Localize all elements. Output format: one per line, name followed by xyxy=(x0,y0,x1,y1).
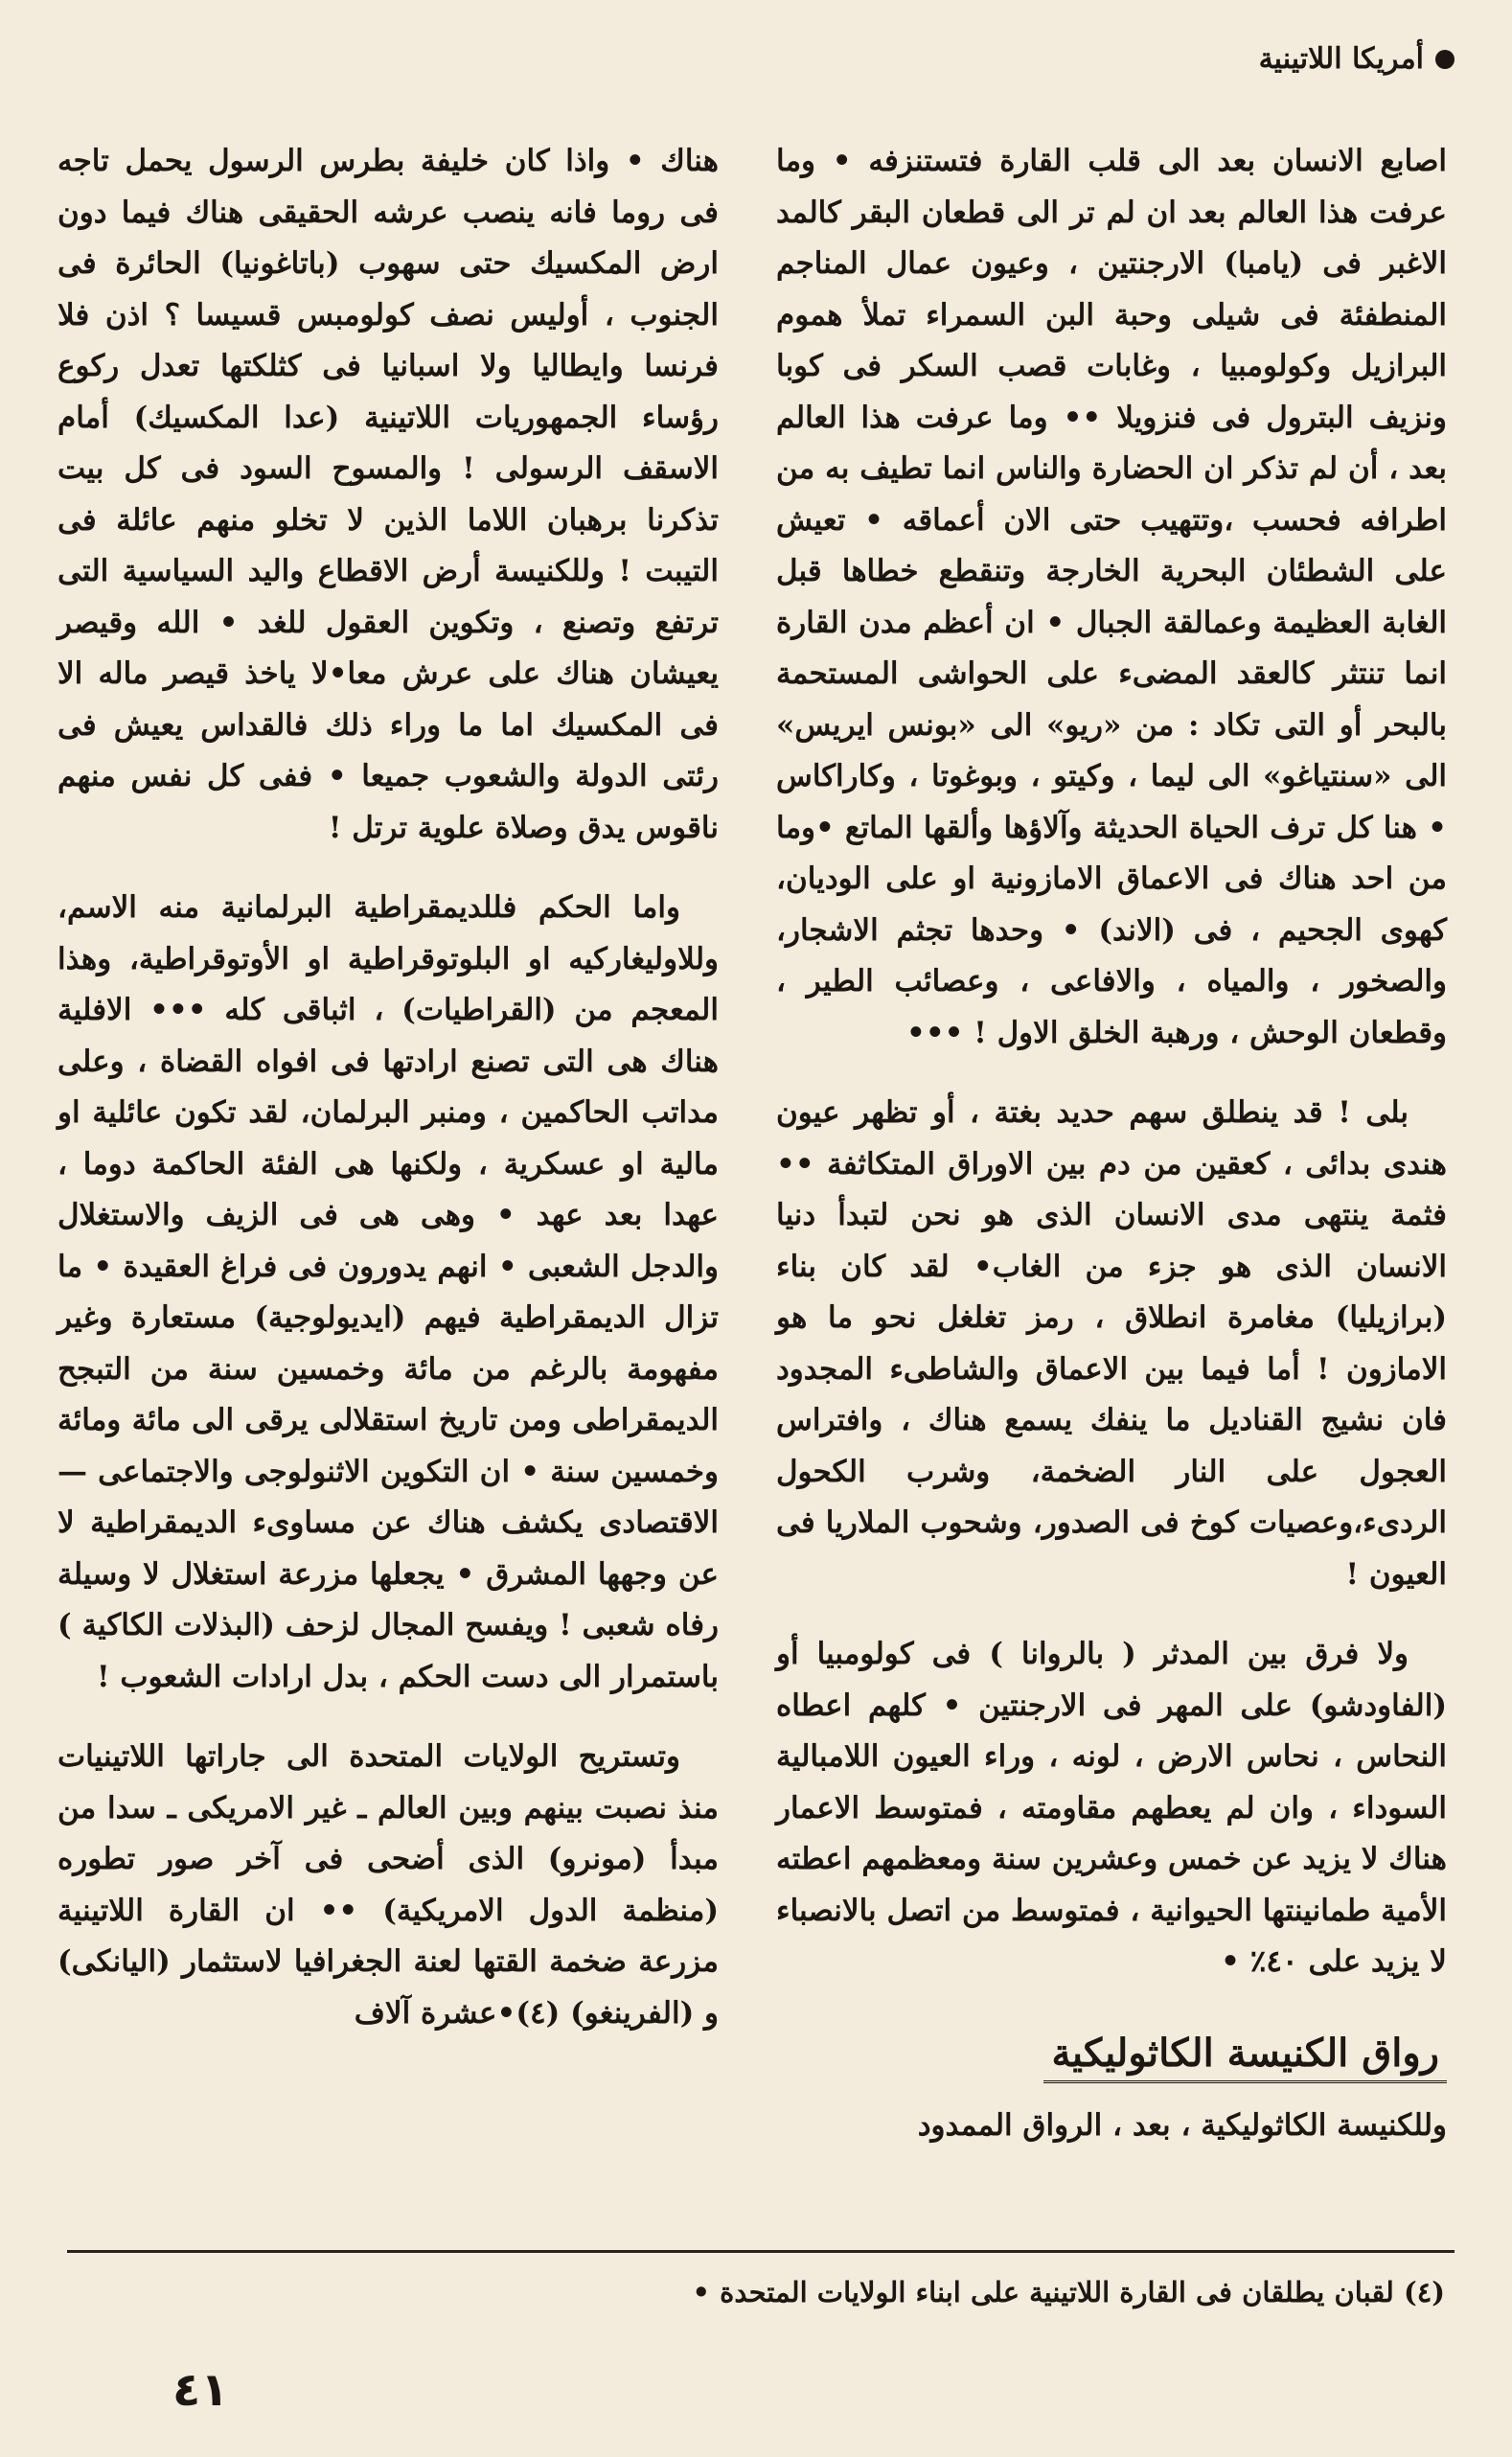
section-heading-text: رواق الكنيسة الكاثوليكية xyxy=(1043,2027,1447,2083)
footnote: (٤) لقبان يطلقان فى القارة اللاتينية على ابناء الولايات المتحدة • xyxy=(692,2276,1445,2308)
body-paragraph: هناك • واذا كان خليفة بطرس الرسول يحمل تاجه فى روما فانه ينصب عرشه الحقيقى هناك فيما دون ارض المكسيك حتى سهوب (باتاغونيا) الحائرة فى الجنوب ، أوليس نصف كولومبس قسيسا ؟ اذن فلا فرنسا وايطاليا ولا اسبانيا فى كثلكتها تعدل ركوع رؤساء الجمهوريات اللاتينية (عدا المكسيك) أمام الاسقف الرسولى ! والمسوح السود فى كل بيت تذكرنا برهبان اللاما الذين لا تخلو منهم عائلة فى التيبت ! وللكنيسة أرض الاقطاع واليد السياسية التى ترتفع وتصنع ، وتكوين العقول للغد • الله وقيصر يعيشان هناك على عرش معا•لا ياخذ قيصر ماله الا فى المكسيك اما ما وراء ذلك فالقداس يعيش فى رئتى الدولة والشعوب جميعا • ففى كل نفس منهم ناقوس يدق وصلاة علوية ترتل ! xyxy=(57,144,719,845)
body-paragraph: اصابع الانسان بعد الى قلب القارة فتستنزفه • وما عرفت هذا العالم بعد ان لم تر الى قطعان البقر كالمد الاغبر فى (يامبا) الارجنتين ، وعيون عمال المناجم المنطفئة فى شيلى وحبة البن السمراء تملأ هموم البرازيل وكولومبيا ، وغابات قصب السكر فى كوبا ونزيف البترول فى فنزويلا •• وما عرفت هذا العالم بعد ، أن لم تذكر ان الحضارة والناس انما تطيف به من اطرافه فحسب ،وتتهيب حتى الان أعماقه • تعيش على الشطئان البحرية الخارجة وتنقطع خطاها قبل الغابة العظيمة وعمالقة الجبال • ان أعظم مدن القارة انما تنتثر كالعقد المضىء على الحواشى المستحمة بالبحر أو التى تكاد : من «ريو» الى «بونس ايريس» الى «سنتياغو» الى ليما ، وكيتو ، وبوغوتا ، وكاراكاس • هنا كل ترف الحياة الحديثة وآلاؤها وألقها الماتع •وما من احد هناك فى الاعماق الامازونية او على الوديان، كهوى الجحيم ، فى (الاند) • وحدها تجثم الاشجار، والصخور ، والمياه ، والافاعى ، وعصائب الطير ، وقطعان الوحش ، ورهبة الخلق الاول ! ••• xyxy=(776,144,1447,1050)
body-paragraph: واما الحكم فللديمقراطية البرلمانية منه الاسم، وللاوليغاركيه او البلوتوقراطية او الأوتوقراطية، وهذا المعجم من (القراطيات) ، اثباقى كله ••• الافلية هناك هى التى تصنع ارادتها فى افواه القضاة ، وعلى مداتب الحاكمين ، ومنبر البرلمان، لقد تكون عائلية او مالية او عسكرية ، ولكنها هى الفئة الحاكمة دوما ، عهدا بعد عهد • وهى هى فى الزيف والاستغلال والدجل الشعبى • انهم يدورون فى فراغ العقيدة • ما تزال الديمقراطية فيهم (ايديولوجية) مستعارة وغير مفهومة بالرغم من مائة وخمسين سنة من التبجح الديمقراطى ومن تاريخ استقلالى يرقى الى مائة ومائة وخمسين سنة • ان التكوين الاثنولوجى والاجتماعى — الاقتصادى يكشف هناك عن مساوىء الديمقراطية لا عن وجهها المشرق • يجعلها مزرعة استغلال لا وسيلة رفاه شعبى ! ويفسح المجال لزحف (البذلات الكاكية ) باستمرار الى دست الحكم ، بدل ارادات الشعوب ! xyxy=(57,890,719,1694)
left-column xyxy=(57,136,719,2039)
body-paragraph: وللكنيسة الكاثوليكية ، بعد ، الرواق الممدود xyxy=(917,2107,1447,2143)
running-header xyxy=(1259,42,1455,76)
bullet-icon xyxy=(1435,50,1455,69)
body-paragraph: وتستريح الولايات المتحدة الى جاراتها اللاتينيات منذ نصبت بينهم وبين العالم ـ غير الامريكى ـ سدا من مبدأ (مونرو) الذى أضحى فى آخر صور تطوره (منظمة الدول الامريكية) •• ان القارة اللاتينية مزرعة ضخمة القتها لعنة الجغرافيا لاستثمار (اليانكى) و (الفرينغو) (٤)•عشرة آلاف xyxy=(57,1739,719,2031)
body-paragraph: بلى ! قد ينطلق سهم حديد بغتة ، أو تظهر عيون هندى بدائى ، كعقين من دم بين الاوراق المتكاثفة •• فثمة ينتهى مدى الانسان الذى هو نحن لتبدأ دنيا الانسان الذى هو جزء من الغاب• لقد كان بناء (برازيليا) مغامرة انطلاق ، رمز تغلغل نحو ما هو الامازون ! أما فيما بين الاعماق والشاطىء المجدود فان نشيج القناديل ما ينفك يسمع هناك ، وافتراس العجول على النار الضخمة، وشرب الكحول الردىء،وعصيات كوخ فى الصدور، وشحوب الملاريا فى العيون ! xyxy=(776,1095,1447,1592)
page-number: ٤١ xyxy=(172,2363,229,2417)
section-heading xyxy=(776,2027,1447,2083)
footnote-rule xyxy=(67,2250,1455,2253)
right-column xyxy=(776,136,1447,2151)
body-paragraph: ولا فرق بين المدثر ( بالروانا ) فى كولومبيا أو (الفاودشو) على المهر فى الارجنتين • كلهم اعطاه النحاس ، نحاس الارض ، لونه ، وراء العيون اللامبالية السوداء ، وان لم يعطهم مقاومته ، فمتوسط الاعمار هناك لا يزيد عن خمس وعشرين سنة ومعظمهم اعطته الأمية طمانينتها الحيوانية ، فمتوسط من اتصل بالانصباء لا يزيد على ٤٠٪ • xyxy=(776,1637,1447,1979)
header-title: أمريكا اللاتينية xyxy=(1258,42,1424,76)
